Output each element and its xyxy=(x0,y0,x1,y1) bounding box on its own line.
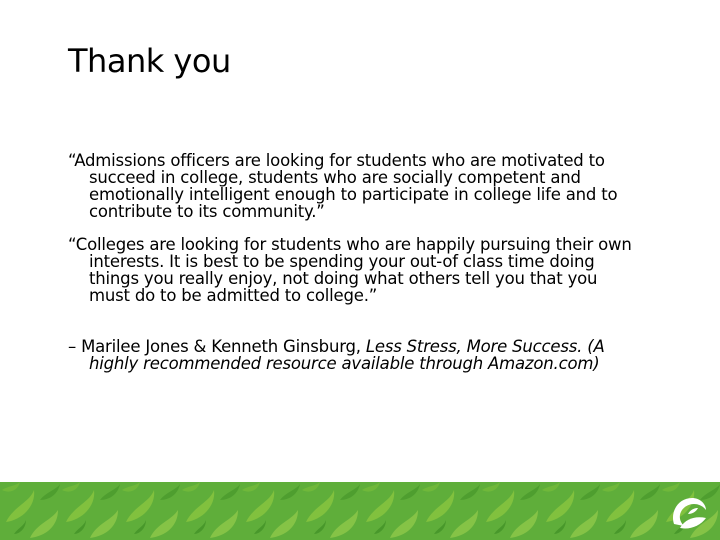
quote-colleges-text: “Colleges are looking for students who are happily pursuing their own interests. It is best to be spending your out-of class time doing things you really enjoy, not doing what others tell you that you must do to be admitted to college.” xyxy=(68,235,632,305)
quote-admissions-text: “Admissions officers are looking for students who are motivated to succeed in college, students who are socially competent and emotionally intelligent enough to participate in college life and to contribute to its community.” xyxy=(68,151,618,221)
quote-admissions xyxy=(68,152,638,220)
attribution-authors: – Marilee Jones & Kenneth Ginsburg, xyxy=(68,337,361,356)
leaf-swirl-logo-icon xyxy=(664,488,712,536)
attribution xyxy=(68,338,638,372)
leaf-pattern-decoration xyxy=(0,482,720,540)
slide-title: Thank you xyxy=(68,42,231,80)
quote-colleges xyxy=(68,236,638,304)
attribution-book-title: Less Stress, More Success. (A highly recommended resource available through Amazon.com) xyxy=(89,337,605,373)
footer-leaf-band xyxy=(0,482,720,540)
attribution-paragraph xyxy=(68,338,638,372)
